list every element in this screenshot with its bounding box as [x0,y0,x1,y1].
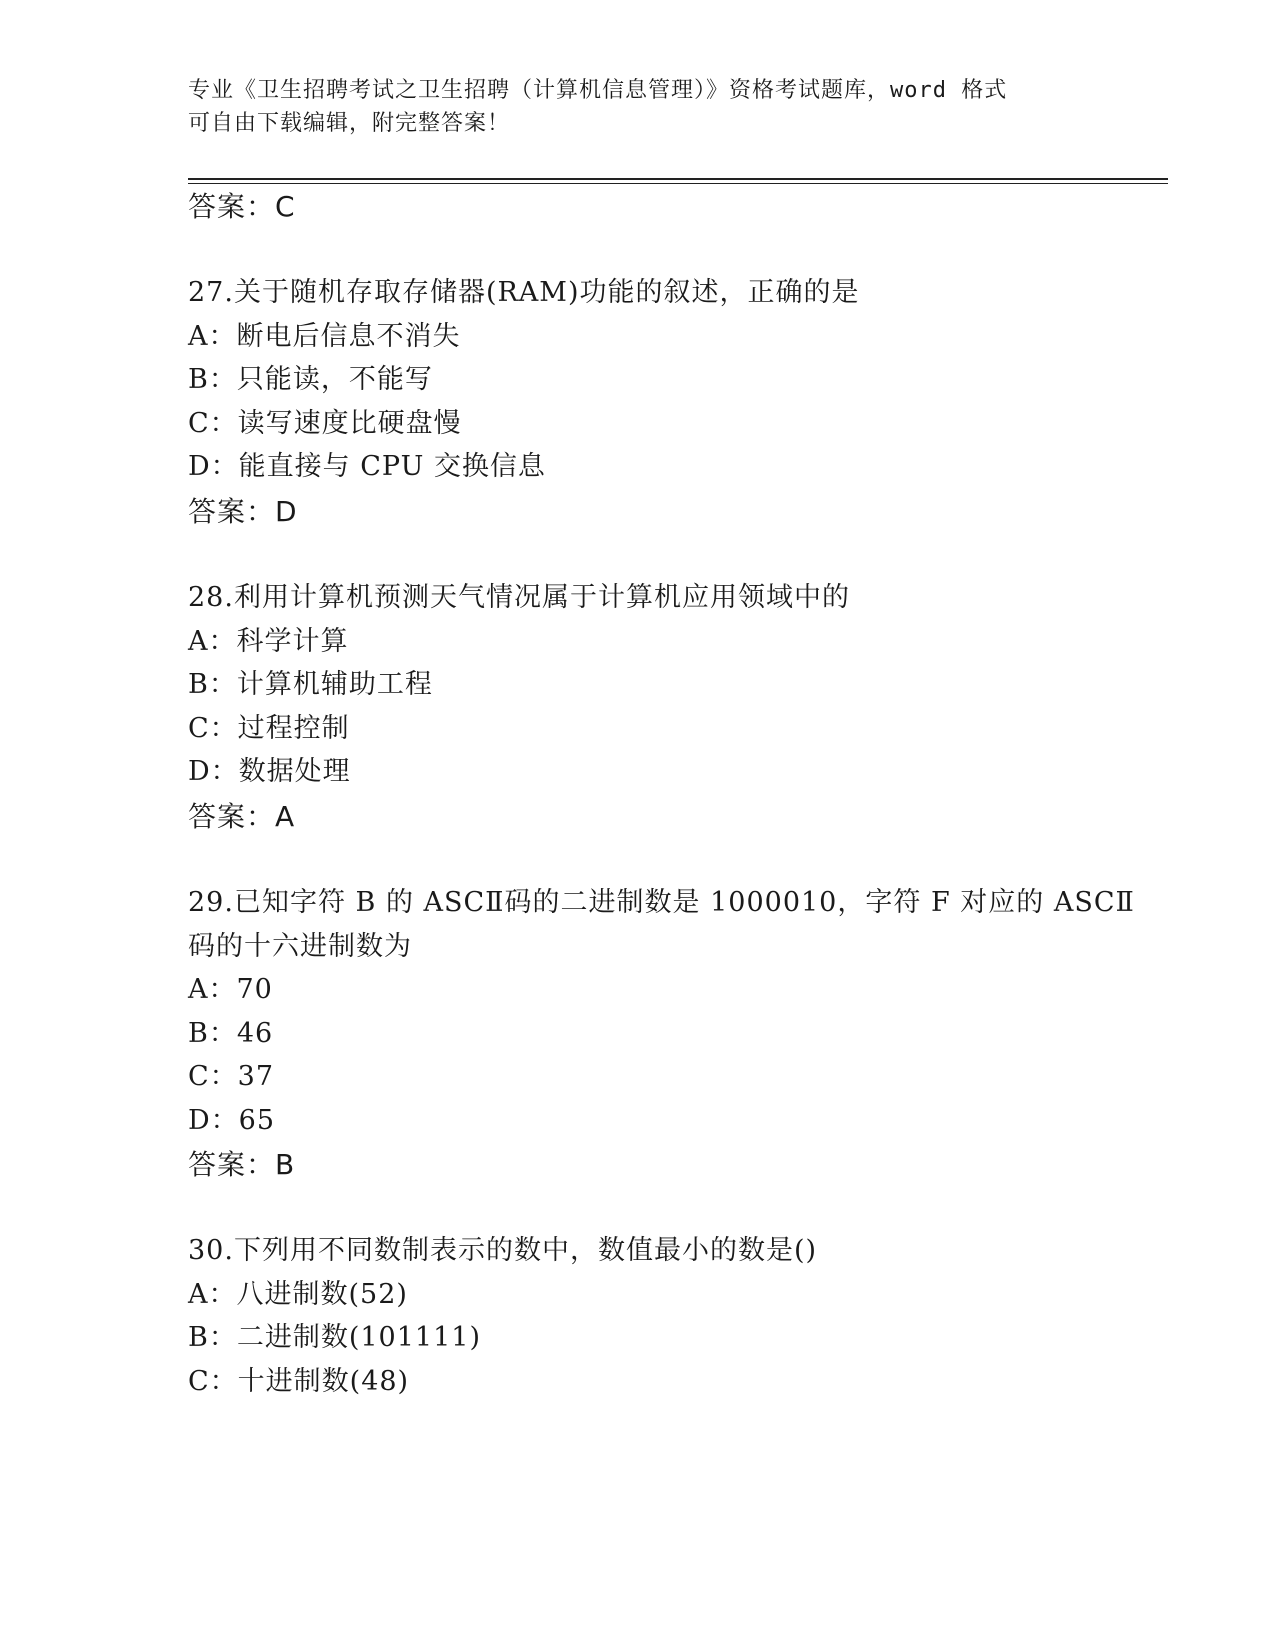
question-28-answer: 答案：A [188,800,296,833]
question-28-option-a: A：科学计算 [188,626,349,657]
question-29-option-a: A：70 [188,974,273,1005]
header-line-1: 专业《卫生招聘考试之卫生招聘（计算机信息管理）》资格考试题库，word 格式 [188,78,1008,103]
question-28-option-c: C：过程控制 [188,713,350,744]
question-27-answer: 答案：D [188,495,298,528]
question-29-option-d: D：65 [188,1105,276,1136]
question-27-option-c: C：读写速度比硬盘慢 [188,408,462,439]
question-29-option-c: C：37 [188,1061,275,1092]
answer-prev: 答案：C [188,190,296,223]
header-divider-thick [188,178,1168,180]
question-29-option-b: B：46 [188,1018,274,1049]
header-divider-thin [188,183,1168,184]
question-30-option-b: B：二进制数(101111) [188,1322,481,1353]
document-header [188,74,1088,140]
question-27-option-d: D：能直接与 CPU 交换信息 [188,451,546,482]
question-27-option-a: A：断电后信息不消失 [188,321,461,352]
question-29-text-line-2: 码的十六进制数为 [188,931,412,962]
header-line-2: 可自由下载编辑，附完整答案！ [188,111,511,136]
question-30-text: 30.下列用不同数制表示的数中，数值最小的数是() [188,1235,818,1266]
question-28-text: 28.利用计算机预测天气情况属于计算机应用领域中的 [188,582,850,613]
question-30-option-a: A：八进制数(52) [188,1279,408,1310]
question-30-option-c: C：十进制数(48) [188,1366,410,1397]
question-28-option-d: D：数据处理 [188,756,351,787]
question-27-text: 27.关于随机存取存储器(RAM)功能的叙述，正确的是 [188,277,860,308]
question-27-option-b: B：只能读，不能写 [188,364,433,395]
question-29-text-line-1: 29.已知字符 B 的 ASCⅡ码的二进制数是 1000010，字符 F 对应的 ASCⅡ [188,887,1135,918]
question-29-answer: 答案：B [188,1148,296,1181]
question-28-option-b: B：计算机辅助工程 [188,669,433,700]
